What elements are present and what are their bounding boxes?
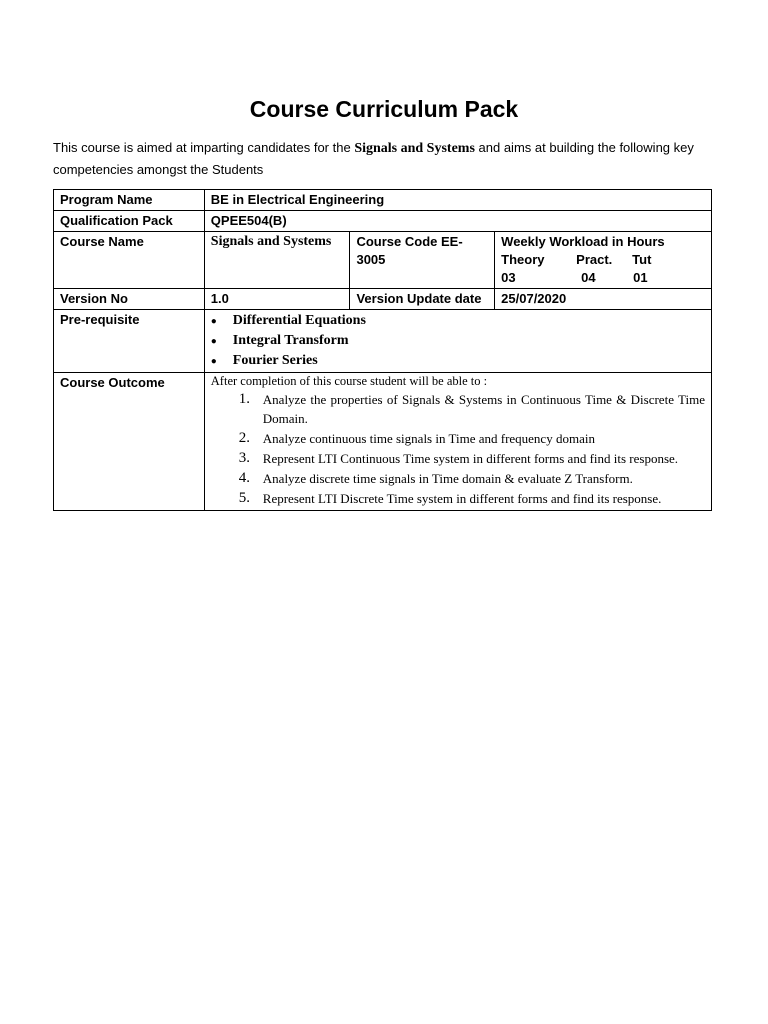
workload-title: Weekly Workload in Hours xyxy=(501,234,665,249)
prerequisite-item: Integral Transform xyxy=(232,333,349,348)
prerequisite-list xyxy=(211,311,705,371)
workload-header-tut: Tut xyxy=(632,252,652,267)
prerequisite-item: Fourier Series xyxy=(232,353,318,368)
list-item xyxy=(211,469,705,488)
update-label: Version Update date xyxy=(350,289,495,310)
row-prerequisite xyxy=(54,310,712,373)
page-title: Course Curriculum Pack xyxy=(249,96,519,122)
outcome-number: 3. xyxy=(238,450,251,466)
outcome-number: 4. xyxy=(238,470,251,486)
outcome-text: Analyze continuous time signals in Time and frequency domain xyxy=(262,431,595,446)
list-item xyxy=(211,429,705,448)
program-label: Program Name xyxy=(54,190,205,211)
bullet-icon: ● xyxy=(210,356,217,367)
course-code: Course Code EE-3005 xyxy=(350,232,495,289)
outcome-number: 5. xyxy=(238,490,251,506)
outcome-text: Represent LTI Discrete Time system in different forms and find its response. xyxy=(262,491,662,506)
workload-value-pract: 04 xyxy=(581,270,596,285)
workload-value-theory: 03 xyxy=(501,270,516,285)
outcome-text: Analyze the properties of Signals & Systems in Continuous Time & Discrete Time Domain. xyxy=(262,392,705,426)
version-value: 1.0 xyxy=(204,289,350,310)
qualification-label: Qualification Pack xyxy=(54,211,205,232)
outcome-text: Represent LTI Continuous Time system in different forms and find its response. xyxy=(262,451,679,466)
workload-headers xyxy=(501,251,705,269)
outcome-number: 1. xyxy=(238,391,251,407)
row-program xyxy=(54,190,712,211)
qualification-value: QPEE504(B) xyxy=(204,211,711,232)
prerequisite-label: Pre-requisite xyxy=(54,310,205,373)
prerequisite-item: Differential Equations xyxy=(232,313,366,328)
workload-header-pract: Pract. xyxy=(576,252,613,267)
course-value: Signals and Systems xyxy=(204,232,350,289)
outcome-text: Analyze discrete time signals in Time domain & evaluate Z Transform. xyxy=(262,471,633,486)
list-item xyxy=(211,311,705,331)
list-item xyxy=(211,449,705,468)
intro-paragraph xyxy=(53,137,717,180)
outcome-number: 2. xyxy=(238,430,251,446)
list-item xyxy=(211,331,705,351)
outcome-cell xyxy=(204,373,711,511)
row-version xyxy=(54,289,712,310)
outcome-intro: After completion of this course student will be able to : xyxy=(210,374,488,388)
intro-text-after: and aims at building the following key competencies amongst the Students xyxy=(53,140,694,177)
outcome-label: Course Outcome xyxy=(54,373,205,511)
row-outcome xyxy=(54,373,712,511)
intro-text-before: This course is aimed at imparting candidates for the xyxy=(53,140,355,155)
row-course xyxy=(54,232,712,289)
bullet-icon: ● xyxy=(210,336,217,347)
course-label: Course Name xyxy=(54,232,205,289)
workload-header-theory: Theory xyxy=(501,252,545,267)
workload-value-tut: 01 xyxy=(633,270,648,285)
list-item xyxy=(211,489,705,508)
curriculum-table xyxy=(53,189,712,511)
outcome-list xyxy=(211,390,705,508)
row-qualification xyxy=(54,211,712,232)
update-value: 25/07/2020 xyxy=(495,289,712,310)
list-item xyxy=(211,390,705,428)
prerequisite-list-cell xyxy=(204,310,711,373)
list-item xyxy=(211,351,705,371)
bullet-icon: ● xyxy=(210,316,217,327)
workload-values xyxy=(501,269,705,287)
program-value: BE in Electrical Engineering xyxy=(204,190,711,211)
weekly-workload xyxy=(495,232,712,289)
version-label: Version No xyxy=(54,289,205,310)
intro-course-name: Signals and Systems xyxy=(354,141,475,156)
